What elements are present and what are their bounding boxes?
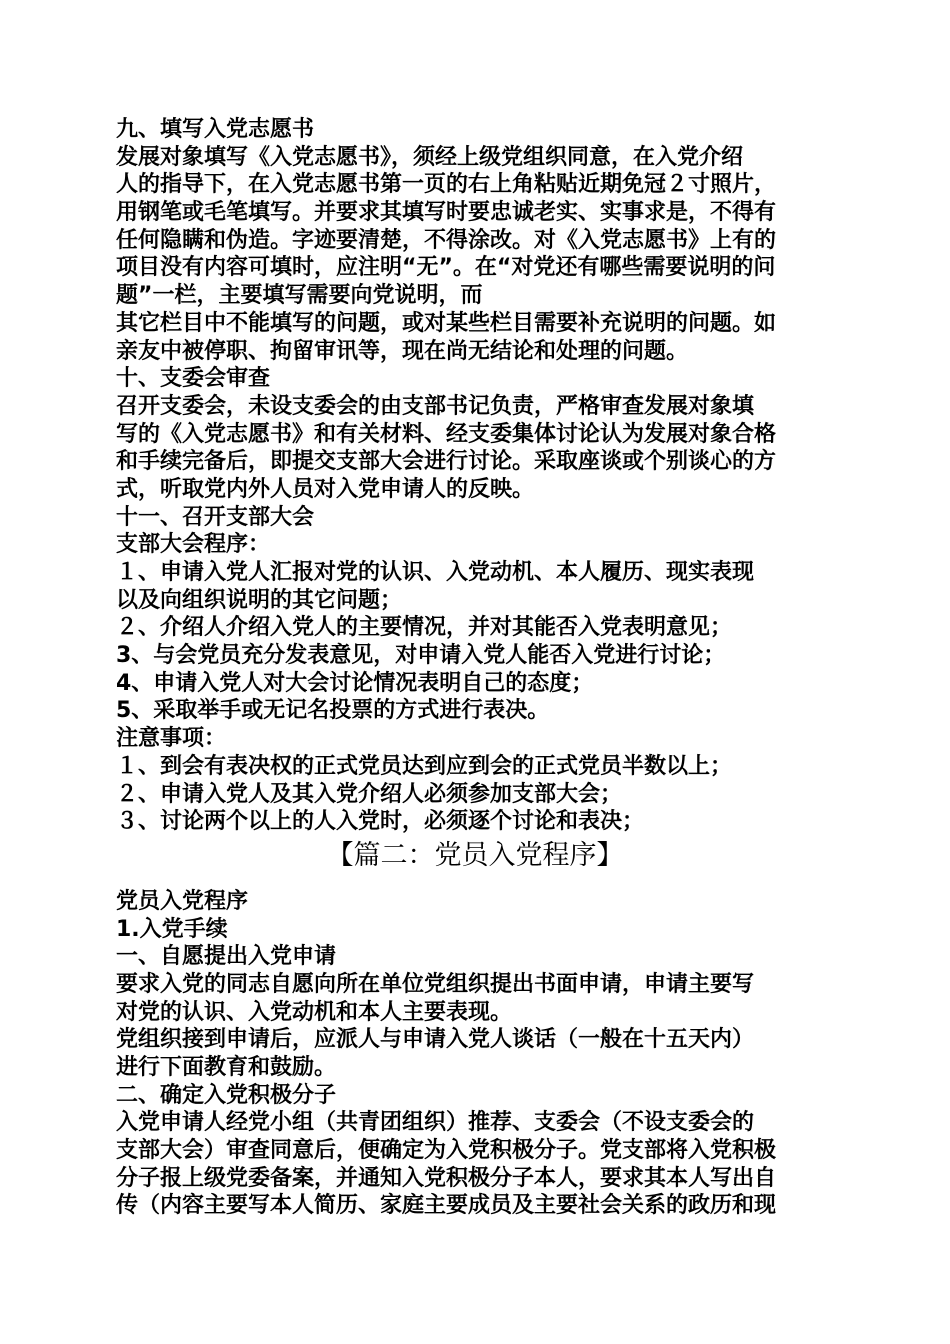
title-spacer (116, 876, 846, 888)
text-line: 4、申请入党人对大会讨论情况表明自己的态度； (116, 670, 594, 696)
text-line: 亲友中被停职、拘留审讯等，现在尚无结论和处理的问题。 (116, 338, 689, 364)
text-line: ３、讨论两个以上的人入党时，必须逐个讨论和表决； (116, 809, 645, 835)
text-line: ２、介绍人介绍入党人的主要情况，并对其能否入党表明意见； (116, 615, 733, 641)
text-line: 以及向组织说明的其它问题； (116, 587, 403, 613)
text-line: 5、采取举手或无记名投票的方式进行表决。 (116, 698, 550, 724)
text-line: 支部大会程序： (116, 532, 271, 558)
text-line: 进行下面教育和鼓励。 (116, 1055, 337, 1080)
text-line: 要求入党的同志自愿向所在单位党组织提出书面申请，申请主要写 (116, 971, 755, 997)
text-line: ２、申请入党人及其入党介绍人必须参加支部大会； (116, 781, 623, 807)
document-page (116, 116, 846, 1220)
text-line: 对党的认识、入党动机和本人主要表现。 (116, 999, 513, 1025)
text-line: 1.入党手续 (116, 916, 228, 942)
text-line: 党组织接到申请后，应派人与申请入党人谈话（一般在十五天内） (116, 1027, 755, 1053)
text-line: 式，听取党内外人员对入党申请人的反映。 (116, 476, 535, 502)
text-line: 二、确定入党积极分子 (116, 1082, 337, 1108)
text-line: 注意事项： (116, 726, 227, 752)
text-line: 项目没有内容可填时，应注明“无”。在“对党还有哪些需要说明的问 (116, 255, 776, 281)
text-line: 九、填写入党志愿书 (116, 117, 315, 142)
text-line: 任何隐瞒和伪造。字迹要清楚，不得涂改。对《入党志愿书》上有的 (116, 227, 777, 253)
section-2-title: 【篇二：党员入党程序】 (326, 839, 624, 871)
text-line: 支部大会）审查同意后，便确定为入党积极分子。党支部将入党积极 (116, 1138, 777, 1164)
text-line: 入党申请人经党小组（共青团组织）推荐、支委会（不设支委会的 (116, 1110, 755, 1136)
text-line: 十一、召开支部大会 (116, 504, 315, 530)
text-line: 其它栏目中不能填写的问题，或对某些栏目需要补充说明的问题。如 (116, 310, 777, 336)
text-line: 3、与会党员充分发表意见，对申请入党人能否入党进行讨论； (116, 643, 726, 669)
text-line: 人的指导下，在入党志愿书第一页的右上角粘贴近期免冠２寸照片， (116, 172, 777, 198)
text-line: 召开支委会，未设支委会的由支部书记负责，严格审查发展对象填 (116, 393, 755, 419)
section-1-body (116, 116, 846, 836)
text-line: 和手续完备后，即提交支部大会进行讨论。采取座谈或个别谈心的方 (116, 449, 777, 475)
text-line: 党员入党程序 (116, 888, 249, 914)
text-line: 发展对象填写《入党志愿书》，须经上级党组织同意，在入党介绍 (116, 144, 744, 170)
text-line: 十、支委会审查 (116, 366, 271, 392)
text-line: 写的《入党志愿书》和有关材料、经支委集体讨论认为发展对象合格 (116, 421, 777, 447)
text-line: １、申请入党人汇报对党的认识、入党动机、本人履历、现实表现 (116, 560, 755, 585)
text-line: １、到会有表决权的正式党员达到应到会的正式党员半数以上； (116, 753, 733, 779)
text-line: 传（内容主要写本人简历、家庭主要成员及主要社会关系的政历和现 (116, 1193, 777, 1219)
text-line: 分子报上级党委备案，并通知入党积极分子本人，要求其本人写出自 (116, 1165, 777, 1191)
text-line: 用钢笔或毛笔填写。并要求其填写时要忠诚老实、实事求是，不得有 (116, 200, 777, 226)
text-line: 题”一栏，主要填写需要向党说明，而 (116, 283, 483, 309)
text-line: 一、自愿提出入党申请 (116, 944, 337, 970)
section-2-body (116, 888, 846, 1220)
